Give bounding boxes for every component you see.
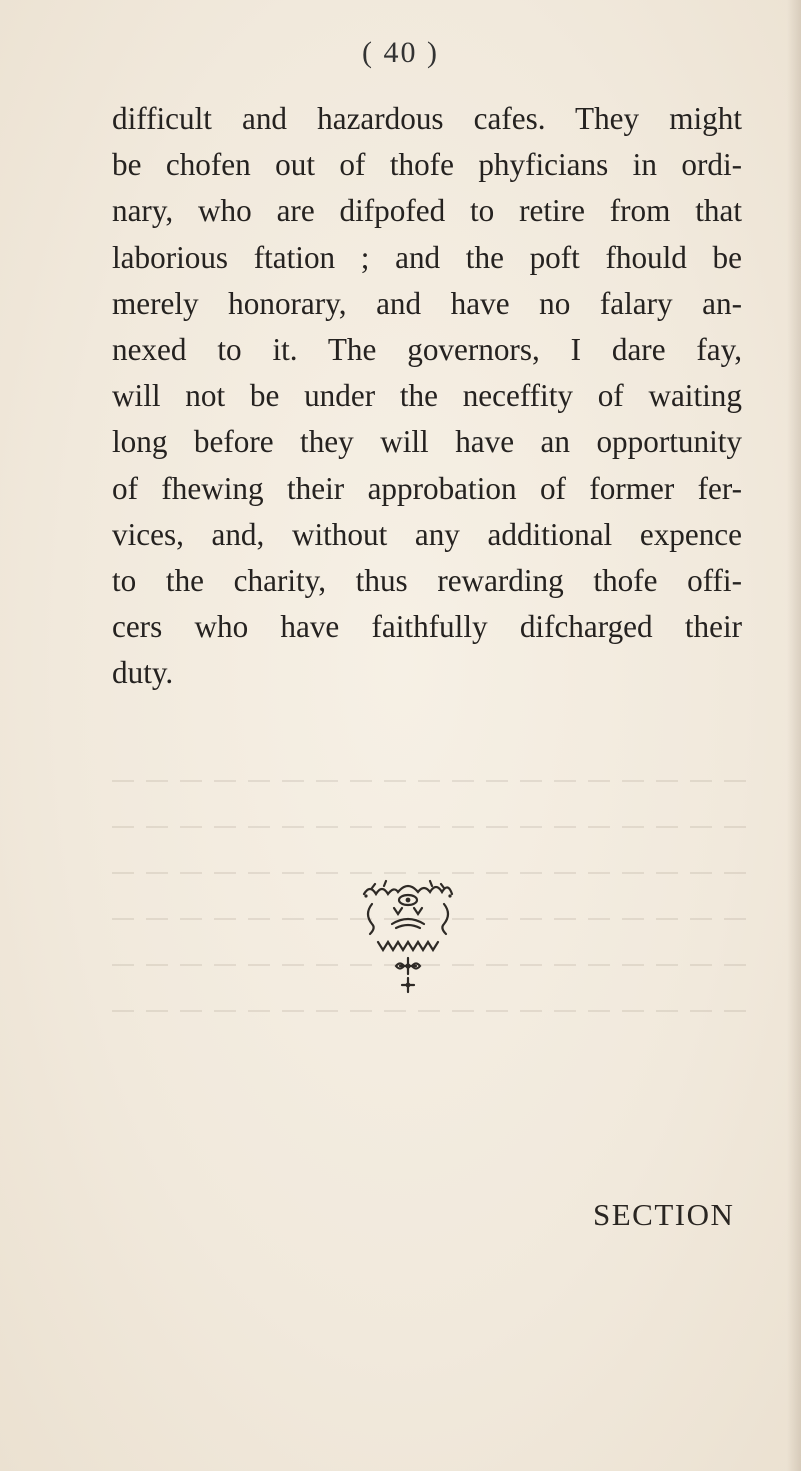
text-line: will not be under the neceffity of waiting — [112, 378, 742, 414]
text-line: cers who have faithfully difcharged their — [112, 609, 742, 645]
catchword: SECTION — [593, 1197, 735, 1232]
page-number: ( 40 ) — [362, 36, 439, 69]
text-line: vices, and, without any additional expence — [112, 516, 742, 552]
text-line: merely honorary, and have no falary an- — [112, 285, 742, 321]
text-line: nary, who are difpofed to retire from that — [112, 193, 742, 229]
body-paragraph — [112, 96, 742, 697]
text-line: laborious ftation ; and the poft fhould be — [112, 239, 742, 275]
text-line: to the charity, thus rewarding thofe offi- — [112, 563, 742, 599]
text-line: of fhewing their approbation of former fer- — [112, 470, 742, 506]
text-line: duty. — [112, 655, 174, 691]
text-line: be chofen out of thofe phyficians in ordi- — [112, 147, 742, 183]
printer-ornament-icon — [358, 878, 458, 998]
text-line: difficult and hazardous cafes. They might — [112, 101, 742, 136]
text-line: nexed to it. The governors, I dare fay, — [112, 332, 742, 368]
page-edge-shadow — [787, 0, 801, 1471]
text-line: long before they will have an opportunity — [112, 424, 742, 460]
